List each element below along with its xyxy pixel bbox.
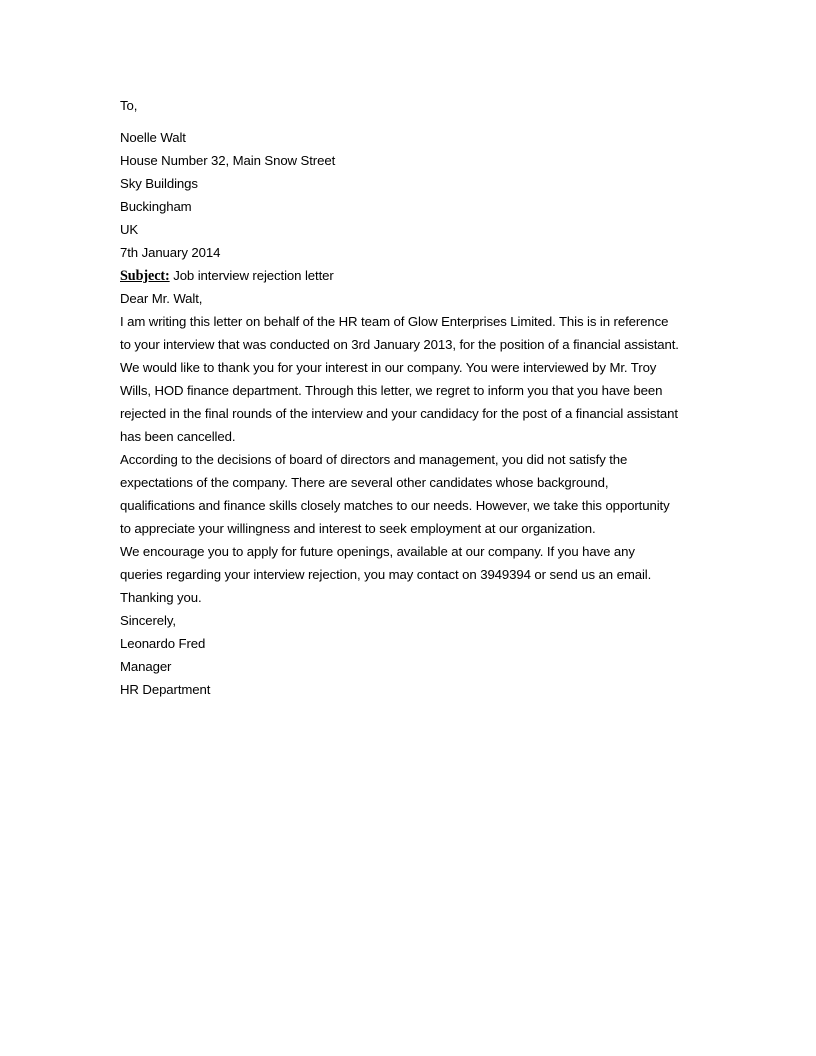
paragraph-line: Wills, HOD finance department. Through this letter, we regret to inform you that you have been — [120, 383, 663, 398]
recipient-address-line1: House Number 32, Main Snow Street — [120, 153, 336, 168]
paragraph-line: qualifications and finance skills closely matches to our needs. However, we take this opportunity — [120, 498, 670, 513]
paragraph-line: I am writing this letter on behalf of the HR team of Glow Enterprises Limited. This is in reference — [120, 314, 669, 329]
recipient-country: UK — [120, 222, 139, 237]
thanks-line: Thanking you. — [120, 590, 202, 605]
to-line: To, — [120, 98, 138, 113]
closing-line: Sincerely, — [120, 613, 176, 628]
signer-title: Manager — [120, 659, 172, 674]
paragraph-2 — [120, 448, 700, 540]
signer-department: HR Department — [120, 682, 211, 697]
recipient-city: Buckingham — [120, 199, 192, 214]
paragraph-line: has been cancelled. — [120, 429, 236, 444]
subject-text: Job interview rejection letter — [169, 268, 334, 283]
spacer — [120, 117, 700, 126]
paragraph-3 — [120, 540, 700, 586]
paragraph-line: to appreciate your willingness and interest to seek employment at our organization. — [120, 521, 596, 536]
recipient-address-line2: Sky Buildings — [120, 176, 198, 191]
paragraph-1 — [120, 310, 700, 448]
subject-label: Subject: — [120, 268, 170, 284]
letter-date: 7th January 2014 — [120, 245, 221, 260]
greeting: Dear Mr. Walt, — [120, 291, 203, 306]
recipient-name: Noelle Walt — [120, 130, 186, 145]
paragraph-line: rejected in the final rounds of the interview and your candidacy for the post of a financial assistant — [120, 406, 678, 421]
recipient-block — [120, 126, 700, 241]
paragraph-line: We would like to thank you for your interest in our company. You were interviewed by Mr. Troy — [120, 360, 657, 375]
paragraph-line: We encourage you to apply for future openings, available at our company. If you have any — [120, 544, 635, 559]
paragraph-line: queries regarding your interview rejection, you may contact on 3949394 or send us an email. — [120, 567, 652, 582]
subject-line — [120, 264, 700, 287]
letter-page — [120, 94, 700, 701]
signature-block — [120, 632, 700, 701]
paragraph-line: According to the decisions of board of directors and management, you did not satisfy the — [120, 452, 628, 467]
paragraph-line: to your interview that was conducted on 3rd January 2013, for the position of a financial assistant. — [120, 337, 679, 352]
paragraph-line: expectations of the company. There are several other candidates whose background, — [120, 475, 609, 490]
signer-name: Leonardo Fred — [120, 636, 206, 651]
